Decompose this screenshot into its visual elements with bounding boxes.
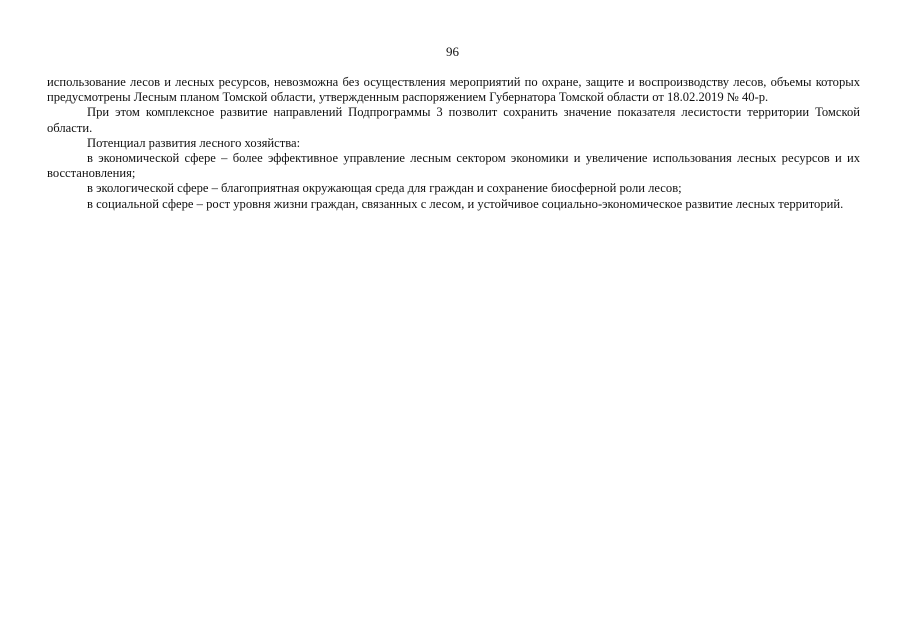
page-number: 96 [446, 44, 459, 59]
paragraph-ecological-sphere: в экологической сфере – благоприятная окружающая среда для граждан и сохранение биосферной роли лесов; [87, 181, 682, 196]
paragraph-social-sphere: в социальной сфере – рост уровня жизни граждан, связанных с лесом, и устойчивое социально-экономическое развитие лесных территорий. [87, 196, 844, 211]
paragraph-forest-cover: При этом комплексное развитие направлений Подпрограммы 3 позволит сохранить значение показателя лесистости территории Томской области. [47, 105, 860, 135]
paragraph-potential-heading: Потенциал развития лесного хозяйства: [87, 135, 301, 150]
paragraph-economic-sphere: в экономической сфере – более эффективное управление лесным сектором экономики и увеличение использования лесных ресурсов и их восстановления; [47, 151, 860, 181]
document-body [47, 75, 860, 212]
paragraph-continuation: использование лесов и лесных ресурсов, невозможна без осуществления мероприятий по охране, защите и воспроизводству лесов, объемы которых предусмотрены Лесным планом Томской области, утвержденным распоряжением Губернатора Томской области от 18.02.2019 № 40-р. [47, 75, 860, 105]
